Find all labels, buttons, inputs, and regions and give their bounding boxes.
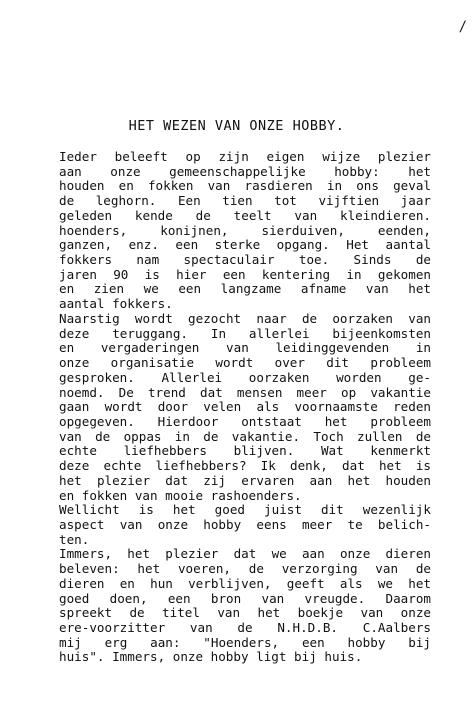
- text-line: hoenders, konijnen, sierduiven, eenden,: [59, 223, 431, 238]
- text-line: goed doen, een bron van vreugde. Daarom: [59, 591, 431, 606]
- text-line: noemd. De trend dat mensen meer op vakantie: [59, 385, 431, 400]
- text-line: ganzen, enz. een sterke opgang. Het aantal: [59, 238, 431, 253]
- corner-mark: /: [458, 19, 467, 35]
- text-line: deze teruggang. In allerlei bijeenkomsten: [59, 326, 431, 341]
- text-line: opgegeven. Hierdoor ontstaat het probleem: [59, 414, 431, 429]
- text-line: dieren en hun verblijven, geeft als we het: [59, 576, 431, 591]
- text-line: jaren 90 is hier een kentering in gekomen: [59, 267, 431, 282]
- text-line: beleven: het voeren, de verzorging van de: [59, 562, 431, 577]
- text-line: fokkers nam spectaculair toe. Sinds de: [59, 253, 431, 268]
- text-line: de leghorn. Een tien tot vijftien jaar: [59, 194, 431, 209]
- text-line: houden en fokken van rasdieren in ons geval: [59, 179, 431, 194]
- text-line: Ieder beleeft op zijn eigen wijze plezier: [59, 150, 431, 164]
- text-line: het plezier dat zij ervaren aan het houden: [59, 473, 431, 488]
- text-line: en fokken van mooie rashoenders.: [59, 488, 302, 503]
- text-line: aan onze gemeenschappelijke hobby: het: [59, 164, 431, 179]
- text-line: onze organisatie wordt over dit probleem: [59, 356, 431, 371]
- text-line: geleden kende de teelt van kleindieren.: [59, 208, 431, 223]
- page-title: HET WEZEN VAN ONZE HOBBY.: [128, 118, 345, 134]
- text-line: mij erg aan: "Hoenders, een hobby bij: [59, 635, 431, 650]
- text-line: van de oppas in de vakantie. Toch zullen de: [59, 429, 431, 444]
- text-line: Naarstig wordt gezocht naar de oorzaken van: [59, 311, 431, 326]
- text-line: gesproken. Allerlei oorzaken worden ge-: [59, 370, 431, 385]
- text-line: en vergaderingen van leidinggevenden in: [59, 341, 431, 356]
- text-line: ere-voorzitter van de N.H.D.B. C.Aalbers: [59, 621, 431, 635]
- text-line: spreekt de titel van het boekje van onze: [59, 606, 431, 621]
- text-line: ten.: [59, 532, 90, 547]
- text-line: deze echte liefhebbers? Ik denk, dat het is: [59, 459, 431, 474]
- text-line: echte liefhebbers blijven. Wat kenmerkt: [59, 444, 431, 459]
- text-line: Immers, het plezier dat we aan onze dieren: [59, 547, 431, 562]
- text-line: huis". Immers, onze hobby ligt bij huis.: [59, 650, 363, 665]
- text-line: en zien we een langzame afname van het: [59, 282, 431, 297]
- text-line: aantal fokkers.: [59, 297, 173, 312]
- text-line: Wellicht is het goed juist dit wezenlijk: [59, 503, 431, 518]
- text-line: aspect van onze hobby eens meer te belich-: [59, 517, 431, 532]
- body-text: [59, 150, 431, 665]
- text-line: gaan wordt door velen als voornaamste reden: [59, 400, 431, 415]
